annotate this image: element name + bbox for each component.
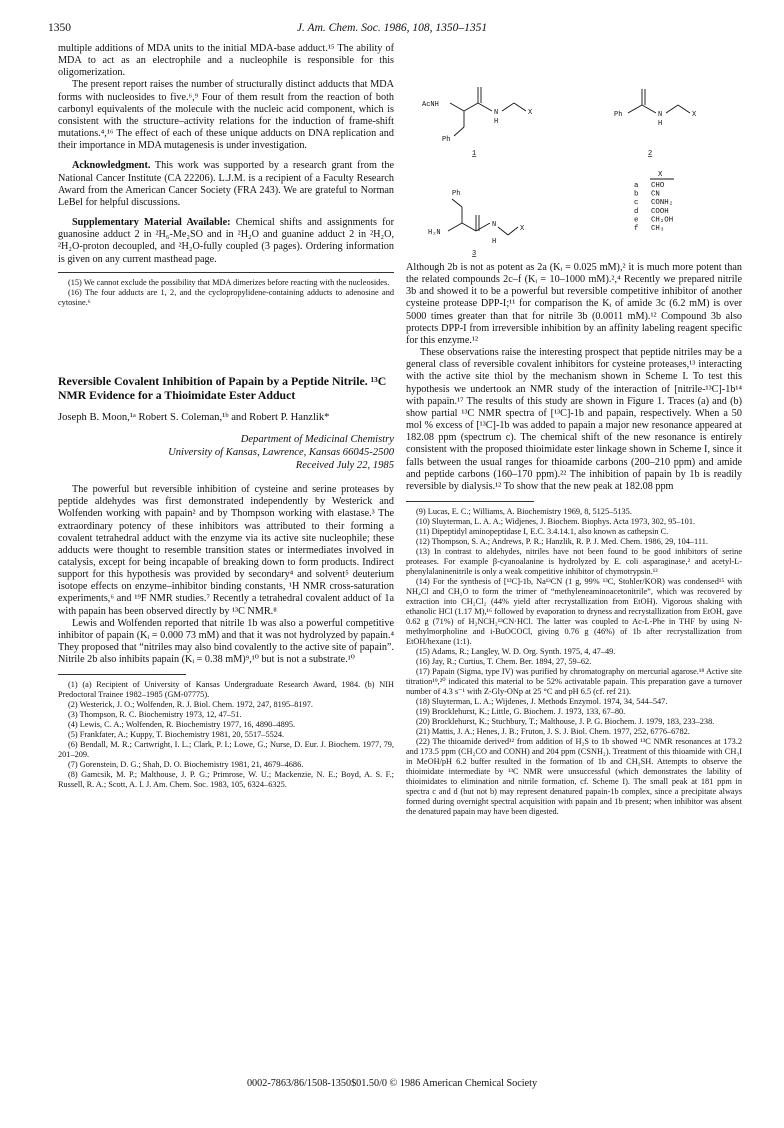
- footnote-right-5: (14) For the synthesis of [¹³C]-1b, Na¹³CN (1 g, 99% ¹³C, Stohler/KOR) was condensed¹⁵ with NH₄Cl and CH₂O to form the trimer of “methyleneaminoacetonitrile”, which was recovered by extraction into CH₂Cl₂ (44% yield after recrystallization from EtOH). Vigorous shaking with ethanolic HCl (1.17 M),¹⁶ followed by evaporation to dryness and recrystallization from EtOH, gave 0.62 g (71%) of H₂NCH₂¹³CN·HCl. The latter was coupled to Ac-L-Phe in THF by using N-methylmorpholine and i-BuOCOCl, giving 0.76 g (46%) of 1b after recrystallization from EtOH/hexane (1:1).: [406, 576, 742, 646]
- s3-h2n-label: H₂N: [428, 229, 441, 237]
- journal-citation: J. Am. Chem. Soc. 1986, 108, 1350–1351: [296, 22, 488, 34]
- substituent-key-e: e: [634, 216, 639, 225]
- footnote-right-0: (9) Lucas, E. C.; Williams, A. Biochemistry 1969, 8, 5125–5135.: [416, 506, 632, 516]
- acknowledgment: [58, 160, 394, 209]
- body-paragraph-4: These observations raise the interesting prospect that peptide nitriles may be a general class of reversible covalent inhibitors for cysteine proteases,¹³ interacting with the active site thiol by the mechanism shown in Scheme I. To test this hypothesis we undertook an NMR study of the interaction of [nitrile-¹³C]-1b¹⁴ with papain.¹⁷ The results of this study are shown in Figure 1. Traces (a) and (b) show partial ¹³C NMR spectra of [¹³C]-1b and papain, respectively. When a 50 mol % excess of [¹³C]-1b was added to papain a major new resonance appeared at 182.08 ppm (spectrum c). The chemical shift of the new resonance is entirely consistent with the proposed thioimidate ester linkage shown in Scheme I, since it falls between the usual ranges for thioamide carbons (200–210 ppm) and amide and peptide carbons (160–170 ppm).²² The inhibition of papain by 1b is readily reversible by dialysis.¹² To show that the new peak at 182.08 ppm: [406, 347, 742, 492]
- s1-x-label: X: [528, 109, 533, 117]
- affiliation-university: University of Kansas, Lawrence, Kansas 66045-2500: [168, 447, 394, 459]
- footnote-right-11: (20) Brocklehurst, K.; Stuchbury, T.; Malthouse, J. P. G. Biochem. J. 1979, 183, 233–238.: [416, 716, 715, 726]
- footnote-right-7: (16) Jay, R.; Curtius, T. Chem. Ber. 1894, 27, 59–62.: [416, 656, 592, 666]
- footnote-divider-bottom: [58, 674, 186, 675]
- footnotes-right: [406, 507, 742, 817]
- s3-h-label: H: [492, 238, 497, 246]
- body-paragraph-1: The powerful but reversible inhibition of cysteine and serine proteases by peptide aldehydes was first demonstrated independently by Westerick and Wolfenden working with papain² and by Thompson working with elastase.³ The extraordinary potency of these inhibitors was attributed to their forming a covalent tetrahedral adduct with the enzyme via its active site nucleophile; these adducts were thought to resemble transition states or intermediates involved in catalysis, except for being incapable of breaking down to form products. Indirect support for this hypothesis was provided by secondary⁴ and solvent⁵ deuterium isotope effects on enzyme–inhibitor binding constants, ¹H NMR cross-saturation experiments,⁶ and ¹⁹F NMR studies.⁷ Recently a tetrahedral covalent adduct of 1a with papain has been observed directly by ¹³C NMR.⁸: [58, 484, 394, 617]
- article-title: Reversible Covalent Inhibition of Papain by a Peptide Nitrile. ¹³C NMR Evidence for a Thioimidate Ester Adduct: [58, 373, 387, 402]
- s1-acnh-label: AcNH: [422, 101, 439, 109]
- footnote-right-13: (22) The thioamide derived¹² from addition of H₂S to 1b showed ¹³C NMR resonances at 173.2 and 173.5 ppm (CH₂CO and CONH) and 204 ppm (CSNH₂). Treatment of this thioamide with CH₃I in MeOH/pH 6.2 buffer resulted in the formation of 1b and CH₃SH. Attempts to observe the thioimidate intermediate by ¹³C NMR were unsuccessful (which demonstrates the lability of thioimidates to elimination and nitrile formation, cf. Scheme I). The small peak at 181 ppm in spectra c and d (but not b) may represent denatured papain-1b complex, since a precipitate always formed during overnight spectral acquisition with papain and 1b present; when inhibitor was absent the denatured papain may have been digested.: [406, 736, 742, 816]
- footnote-right-1: (10) Sluyterman, L. A. A.; Widjenes, J. Biochem. Biophys. Acta 1973, 302, 95–101.: [416, 516, 696, 526]
- s2-compound-number: 2: [648, 150, 653, 158]
- footnote-right-2: (11) Dipeptidyl aminopeptidase I, E.C. 3.4.14.1, also known as cathepsin C.: [416, 526, 669, 536]
- right-column: [406, 43, 742, 817]
- acknowledgment-heading: Acknowledgment.: [72, 160, 151, 172]
- footnote-right-8: (17) Papain (Sigma, type IV) was purified by chromatography on mercurial agarose.¹⁸ Active site titration¹⁹,²⁰ indicated this material to be 52% activatable papain. This preparation gave a turnover number of 4.3 s⁻¹ with Z-Gly-ONp at 25 °C and pH 6.5 (cf. ref 21).: [406, 666, 742, 696]
- substituent-value-c: CONH₂: [651, 199, 674, 208]
- intro-paragraph-2: The present report raises the number of structurally distinct adducts that MDA forms with nucleosides to five.⁶,⁹ Four of them result from the reaction of both carbonyl equivalents of the molecule with the nucleic acid component, which is consistent with the structure–activity relations for the induction of frame-shift mutations.⁴,¹⁶ The effect of each of these unique adducts on DNA replication and their importance in MDA mutagenesis is under investigation.: [58, 79, 394, 152]
- acknowledgment-text: This work was supported by a research grant from the National Cancer Institute (CA 22206). L.J.M. is a recipient of a Faculty Research Award from the American Cancer Society (FRA 243). We are grateful to Norman LeBel for helpful discussions.: [58, 160, 394, 208]
- page-number: 1350: [48, 22, 71, 34]
- footnote-right-10: (19) Brocklehurst, K.; Little, G. Biochem. J. 1973, 133, 67–80.: [416, 706, 626, 716]
- s1-compound-number: 1: [472, 150, 477, 158]
- s1-ph-label: Ph: [442, 136, 451, 144]
- page-footer: 0002-7863/86/1508-1350$01.50/0 © 1986 American Chemical Society: [246, 1078, 538, 1089]
- footnote-left-0: (1) (a) Recipient of University of Kansas Undergraduate Research Award, 1984. (b) NIH Predoctoral Trainee 1982–1985 (GM-07775).: [58, 680, 394, 700]
- footnote-left-6: (7) Gorenstein, D. G.; Shah, D. O. Biochemistry 1981, 21, 4679–4686.: [68, 760, 304, 770]
- footnotes-left: [58, 680, 394, 790]
- substituent-key-f: f: [634, 225, 639, 233]
- substituent-key-d: d: [634, 207, 639, 216]
- supplementary-text: Chemical shifts and assignments for guanosine adduct 2 in ²H₆-Me₂SO and in ²H₂O and guanine adduct 2 in ²H₂O, ²H₂O-proton decoupled, and ²H₂O-fully coupled (3 pages). Ordering information is given on any current masthead page.: [58, 217, 394, 265]
- substituent-value-a: CHO: [651, 182, 665, 190]
- footnote-left-3: (4) Lewis, C. A.; Wolfenden, R. Biochemistry 1977, 16, 4890–4895.: [68, 720, 296, 730]
- s1-h-label: H: [494, 118, 499, 126]
- left-column: [58, 43, 394, 790]
- s2-ph-label: Ph: [614, 111, 623, 119]
- substituent-value-f: CH₃: [651, 225, 665, 233]
- substituent-table: [634, 182, 673, 233]
- chemical-structures: [406, 43, 742, 258]
- footnote-right-4: (13) In contrast to aldehydes, nitriles have not been found to be good inhibitors of serine proteases. For example β-cyanoalanine is hydrolyzed by E. coli asparaginase,² and acetyl-L-phenylalaninenitrile is only a weak competitive inhibitor of chymotrypsin.¹²: [406, 546, 742, 576]
- intro-paragraph-1: multiple additions of MDA units to the initial MDA-base adduct.¹⁵ The ability of MDA to act as an electrophile and a nucleophile is responsible for this oligomerization.: [58, 43, 394, 79]
- body-paragraph-2: Lewis and Wolfenden reported that nitrile 1b was also a powerful competitive inhibitor of papain (Kᵢ = 0.000 73 mM) and that it was not hydrolyzed by papain.⁴ They proposed that “nitriles may also bind covalently to the active site of papain”. Nitrile 2b also inhibits papain (Kᵢ = 0.38 mM)⁹,¹⁰ but is not a substrate.¹⁰: [58, 617, 394, 666]
- s3-n-label: N: [492, 221, 497, 229]
- received-date: Received July 22, 1985: [295, 460, 394, 472]
- substituent-value-d: COOH: [651, 207, 669, 216]
- substituent-value-e: CH₂OH: [651, 216, 674, 225]
- body-paragraph-3: Although 2b is not as potent as 2a (Kᵢ = 0.025 mM),² it is much more potent than the related compounds 2c–f (Kᵢ = 10–1000 mM).²,⁴ Recently we prepared nitrile 3b and showed it to be a powerful but reversible competitive inhibitor of another cysteine protease DPP-I;¹¹ for comparison the Kᵢ of amide 3c (6.2 mM) is over 5000 times greater than that for nitrile 3b (0.0011 mM).¹² Compound 3b also protects DPP-I from irreversible inhibition by an affinity labeling reagent specific for this enzyme.¹²: [406, 262, 742, 346]
- supplementary-material: [58, 217, 394, 266]
- footnote-right-6: (15) Adams, R.; Langley, W. D. Org. Synth. 1975, 4, 47–49.: [416, 646, 616, 656]
- footnote-16: (16) The four adducts are 1, 2, and the cyclopropylidene-containing adducts to adenosine and cytosine.⁶: [58, 287, 394, 307]
- footnote-left-5: (6) Bendall, M. R.; Cartwright, I. L.; Clark, P. I.; Lowe, G.; Nurse, D. Eur. J. Biochem. 1977, 79, 201–209.: [58, 740, 394, 760]
- footnote-right-3: (12) Thompson, S. A.; Andrews, P. R.; Hanzlik, R. P. J. Med. Chem. 1986, 29, 104–111.: [416, 536, 708, 546]
- supplementary-heading: Supplementary Material Available:: [72, 217, 231, 229]
- s1-n-label: N: [494, 109, 499, 117]
- footnote-left-1: (2) Westerick, J. O.; Wolfenden, R. J. Biol. Chem. 1972, 247, 8195–8197.: [68, 700, 313, 710]
- substituent-value-b: CN: [651, 190, 660, 199]
- substituent-key-c: c: [634, 199, 639, 208]
- footnote-left-4: (5) Frankfater, A.; Kuppy, T. Biochemistry 1981, 20, 5517–5524.: [68, 730, 285, 740]
- affiliation-department: Department of Medicinal Chemistry: [240, 434, 394, 446]
- footnote-left-2: (3) Thompson, R. C. Biochemistry 1973, 12, 47–51.: [68, 710, 242, 720]
- s2-h-label: H: [658, 120, 663, 128]
- footnote-right-9: (18) Sluyterman, L. A.; Wijdenes, J. Methods Enzymol. 1974, 34, 544–547.: [416, 696, 668, 706]
- s2-n-label: N: [658, 111, 663, 119]
- s3-ph-label: Ph: [452, 190, 461, 198]
- footnote-15: (15) We cannot exclude the possibility that MDA dimerizes before reacting with the nucleosides.: [68, 277, 390, 287]
- footnote-right-12: (21) Mattis, J. A.; Henes, J. B.; Fruton, J. S. J. Biol. Chem. 1977, 252, 6776–6782.: [416, 726, 690, 736]
- substituent-key-a: a: [634, 182, 639, 190]
- s3-compound-number: 3: [472, 250, 477, 258]
- s2-x-label: X: [692, 111, 697, 119]
- substituent-table-heading: X: [658, 171, 663, 179]
- footnote-divider: [58, 272, 394, 273]
- page-header: [48, 22, 736, 38]
- footnote-left-7: (8) Gamcsik, M. P.; Malthouse, J. P. G.; Primrose, W. U.; Mackenzie, N. E.; Boyd, A. S. F.; Russell, R. A.; Scott, A. I. J. Am. Chem. Soc. 1983, 105, 6324–6325.: [58, 770, 394, 790]
- substituent-key-b: b: [634, 190, 639, 199]
- s3-x-label: X: [520, 225, 525, 233]
- footnotes-top: [58, 278, 394, 308]
- structures-figure: [406, 43, 742, 258]
- footnote-divider-right: [406, 501, 534, 502]
- article-authors: Joseph B. Moon,¹ᵃ Robert S. Coleman,¹ᵇ and Robert P. Hanzlik*: [58, 412, 330, 424]
